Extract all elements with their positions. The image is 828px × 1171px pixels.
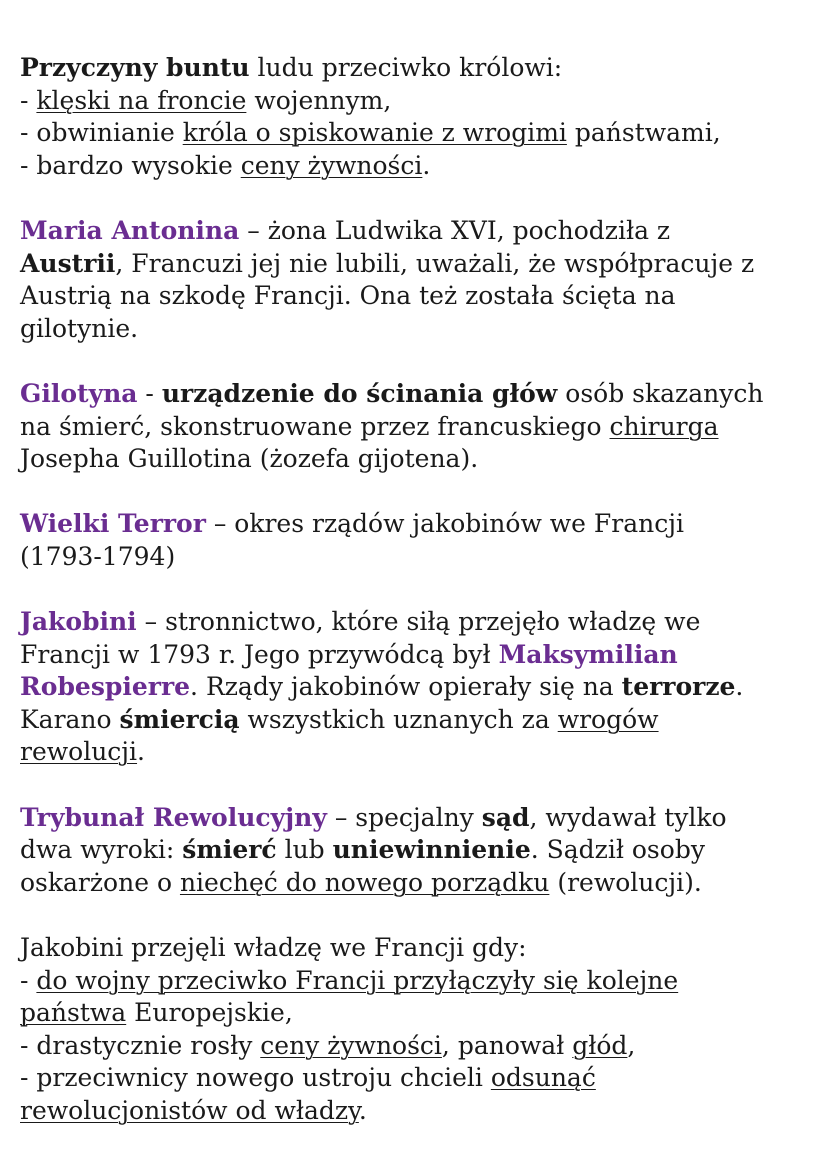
list-item: - klęski na froncie wojennym, (20, 85, 392, 115)
text-line: oskarżone o niechęć do nowego porządku (rewolucji). (20, 867, 702, 897)
text-line: Jakobini – stronnictwo, które siłą przejęło władzę we (20, 607, 701, 637)
section-jacobins (20, 606, 820, 769)
underlined-phrase: odsunąć (490, 1063, 596, 1093)
text-line: Francji w 1793 r. Jego przywódcą był Maksymilian (20, 639, 678, 669)
text-line: Jakobini przejęli władzę we Francji gdy: (20, 933, 527, 963)
bold-phrase: śmierć (182, 835, 277, 865)
section-revolutionary-tribunal (20, 802, 820, 900)
underlined-phrase: ceny żywności (260, 1030, 442, 1060)
text-line: Trybunał Rewolucyjny – specjalny sąd, wydawał tylko (20, 802, 727, 832)
bold-phrase: uniewinnienie (332, 835, 531, 865)
text-line: dwa wyroki: śmierć lub uniewinnienie. Sądził osoby (20, 835, 705, 865)
term-robespierre: Robespierre (20, 672, 191, 702)
term-wielki-terror: Wielki Terror (20, 509, 206, 539)
section-jacobins-takeover (20, 932, 820, 1128)
document-page (20, 52, 820, 1160)
underlined-phrase: państwa (20, 998, 127, 1028)
list-item: - przeciwnicy nowego ustroju chcieli odsunąć (20, 1063, 596, 1093)
text-line: Gilotyna - urządzenie do ścinania głów osób skazanych (20, 378, 764, 408)
text-line: na śmierć, skonstruowane przez francuskiego chirurga (20, 411, 719, 441)
text-line: rewolucjonistów od władzy. (20, 1096, 367, 1125)
text-line: Maria Antonina – żona Ludwika XVI, pochodziła z (20, 215, 671, 245)
term-maksymilian: Maksymilian (498, 639, 678, 669)
text-line: państwa Europejskie, (20, 998, 293, 1028)
text-line: Austrią na szkodę Francji. Ona też została ścięta na (20, 281, 676, 311)
bold-phrase: śmiercią (119, 704, 240, 734)
underlined-phrase: do wojny przeciwko Francji przyłączyły się kolejne (36, 965, 679, 995)
bold-phrase: sąd (481, 802, 530, 832)
text-line: gilotynie. (20, 313, 139, 343)
underlined-phrase: króla o spiskowanie z wrogimi (182, 118, 567, 148)
underlined-phrase: ceny żywności (240, 150, 423, 180)
text-line: Robespierre. Rządy jakobinów opierały się na terrorze. (20, 672, 744, 702)
list-item: - bardzo wysokie ceny żywności. (20, 150, 431, 180)
text-line: Karano śmiercią wszystkich uznanych za wrogów (20, 704, 659, 734)
underlined-phrase: rewolucjonistów od władzy (20, 1096, 359, 1125)
underlined-phrase: wrogów (557, 704, 659, 734)
text-line: Przyczyny buntu ludu przeciwko królowi: (20, 53, 563, 82)
underlined-phrase: niechęć do nowego porządku (179, 867, 550, 897)
text-line: rewolucji. (20, 737, 145, 767)
term-jakobini: Jakobini (20, 607, 137, 637)
text-line: Josepha Guillotina (żozefa gijotena). (20, 444, 479, 474)
text-line: Wielki Terror – okres rządów jakobinów we Francji (20, 509, 684, 539)
underlined-phrase: klęski na froncie (36, 85, 247, 115)
bold-phrase: Austrii (20, 248, 116, 278)
bold-phrase: urządzenie do ścinania głów (161, 378, 558, 408)
term-gilotyna: Gilotyna (20, 378, 138, 408)
bold-phrase: terrorze (621, 672, 736, 702)
list-item: - do wojny przeciwko Francji przyłączyły się kolejne (20, 965, 679, 995)
section-great-terror (20, 508, 820, 573)
underlined-phrase: rewolucji (20, 737, 138, 767)
list-item: - obwinianie króla o spiskowanie z wrogimi państwami, (20, 118, 721, 148)
section-causes-of-revolt (20, 52, 820, 182)
term-maria-antonina: Maria Antonina (20, 215, 240, 245)
text-line: (1793-1794) (20, 541, 176, 571)
section-guillotine (20, 378, 820, 476)
list-item: - drastycznie rosły ceny żywności, panował głód, (20, 1030, 636, 1060)
text-line: Austrii, Francuzi jej nie lubili, uważali, że współpracuje z (20, 248, 755, 278)
term-trybunal-rewolucyjny: Trybunał Rewolucyjny (20, 802, 327, 832)
section-marie-antoinette (20, 215, 820, 345)
underlined-phrase: głód (572, 1030, 628, 1060)
underlined-phrase: chirurga (609, 411, 719, 441)
term-causes-of-revolt: Przyczyny buntu (20, 53, 250, 82)
